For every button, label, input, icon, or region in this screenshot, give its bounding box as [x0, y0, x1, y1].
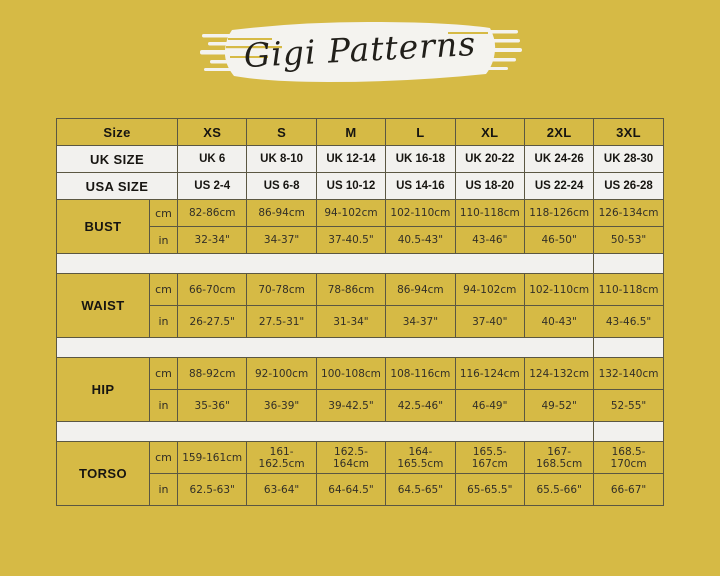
size-column-header: XS — [178, 119, 247, 146]
spacer-row — [57, 254, 664, 274]
usa-size-cell: US 18-20 — [455, 173, 524, 200]
waist-in-cell: 40-43" — [524, 306, 593, 338]
size-header-cell: Size — [57, 119, 178, 146]
torso-cm-cell: 162.5-164cm — [316, 442, 385, 474]
size-column-header: M — [316, 119, 385, 146]
waist-cm-cell: 66-70cm — [178, 274, 247, 306]
size-column-header: S — [247, 119, 316, 146]
waist-cm-cell: 86-94cm — [386, 274, 455, 306]
waist-in-cell: 27.5-31" — [247, 306, 316, 338]
bust-in-cell: 46-50" — [524, 227, 593, 254]
bust-in-cell: 34-37" — [247, 227, 316, 254]
hip-cm-cell: 124-132cm — [524, 358, 593, 390]
hip-cm-row — [57, 358, 664, 390]
hip-in-cell: 52-55" — [594, 390, 663, 422]
torso-cm-cell: 165.5-167cm — [455, 442, 524, 474]
unit-cm-label: cm — [150, 274, 178, 306]
torso-in-cell: 64-64.5" — [316, 474, 385, 506]
size-column-header: XL — [455, 119, 524, 146]
waist-in-cell: 31-34" — [316, 306, 385, 338]
bust-cm-cell: 118-126cm — [524, 200, 593, 227]
torso-in-cell: 65-65.5" — [455, 474, 524, 506]
usa-size-cell: US 14-16 — [386, 173, 455, 200]
bust-cm-row — [57, 200, 664, 227]
waist-label: WAIST — [57, 274, 150, 338]
uk-size-cell: UK 20-22 — [455, 146, 524, 173]
torso-cm-cell: 159-161cm — [178, 442, 247, 474]
waist-cm-cell: 70-78cm — [247, 274, 316, 306]
waist-in-cell: 37-40" — [455, 306, 524, 338]
bust-cm-cell: 94-102cm — [316, 200, 385, 227]
waist-cm-cell: 78-86cm — [316, 274, 385, 306]
hip-cm-cell: 108-116cm — [386, 358, 455, 390]
spacer-row — [57, 422, 664, 442]
bust-cm-cell: 86-94cm — [247, 200, 316, 227]
hip-in-cell: 36-39" — [247, 390, 316, 422]
usa-size-cell: US 2-4 — [178, 173, 247, 200]
torso-cm-cell: 164-165.5cm — [386, 442, 455, 474]
waist-cm-cell: 94-102cm — [455, 274, 524, 306]
unit-cm-label: cm — [150, 442, 178, 474]
uk-size-label: UK SIZE — [57, 146, 178, 173]
bust-cm-cell: 82-86cm — [178, 200, 247, 227]
unit-cm-label: cm — [150, 358, 178, 390]
size-chart-table — [56, 118, 664, 506]
usa-size-label: USA SIZE — [57, 173, 178, 200]
uk-size-cell: UK 16-18 — [386, 146, 455, 173]
unit-in-label: in — [150, 474, 178, 506]
waist-cm-cell: 110-118cm — [594, 274, 663, 306]
bust-cm-cell: 126-134cm — [594, 200, 663, 227]
size-column-header: 3XL — [594, 119, 663, 146]
hip-cm-cell: 100-108cm — [316, 358, 385, 390]
hip-cm-cell: 88-92cm — [178, 358, 247, 390]
hip-in-cell: 46-49" — [455, 390, 524, 422]
torso-in-cell: 65.5-66" — [524, 474, 593, 506]
unit-in-label: in — [150, 227, 178, 254]
uk-size-cell: UK 28-30 — [594, 146, 663, 173]
usa-size-cell: US 6-8 — [247, 173, 316, 200]
uk-size-cell: UK 6 — [178, 146, 247, 173]
bust-in-cell: 40.5-43" — [386, 227, 455, 254]
torso-in-cell: 63-64" — [247, 474, 316, 506]
hip-in-cell: 49-52" — [524, 390, 593, 422]
uk-size-cell: UK 12-14 — [316, 146, 385, 173]
bust-in-cell: 37-40.5" — [316, 227, 385, 254]
spacer-row — [57, 338, 664, 358]
bust-in-cell: 43-46" — [455, 227, 524, 254]
usa-size-cell: US 26-28 — [594, 173, 663, 200]
bust-cm-cell: 102-110cm — [386, 200, 455, 227]
uk-size-cell: UK 24-26 — [524, 146, 593, 173]
hip-cm-cell: 92-100cm — [247, 358, 316, 390]
torso-in-cell: 62.5-63" — [178, 474, 247, 506]
waist-in-cell: 34-37" — [386, 306, 455, 338]
usa-size-cell: US 22-24 — [524, 173, 593, 200]
bust-label: BUST — [57, 200, 150, 254]
bust-in-cell: 50-53" — [594, 227, 663, 254]
brand-title: Gigi Patterns — [242, 23, 478, 76]
hip-in-cell: 35-36" — [178, 390, 247, 422]
uk-size-row — [57, 146, 664, 173]
logo — [198, 12, 522, 100]
unit-cm-label: cm — [150, 200, 178, 227]
bust-cm-cell: 110-118cm — [455, 200, 524, 227]
hip-cm-cell: 132-140cm — [594, 358, 663, 390]
torso-cm-cell: 168.5-170cm — [594, 442, 663, 474]
hip-in-cell: 42.5-46" — [386, 390, 455, 422]
size-column-header: L — [386, 119, 455, 146]
torso-in-cell: 64.5-65" — [386, 474, 455, 506]
spacer-cell — [57, 422, 594, 442]
waist-cm-cell: 102-110cm — [524, 274, 593, 306]
uk-size-cell: UK 8-10 — [247, 146, 316, 173]
unit-in-label: in — [150, 306, 178, 338]
usa-size-cell: US 10-12 — [316, 173, 385, 200]
spacer-cell — [594, 422, 663, 442]
bust-in-cell: 32-34" — [178, 227, 247, 254]
torso-in-cell: 66-67" — [594, 474, 663, 506]
waist-in-cell: 26-27.5" — [178, 306, 247, 338]
hip-label: HIP — [57, 358, 150, 422]
spacer-cell — [594, 254, 663, 274]
size-column-header: 2XL — [524, 119, 593, 146]
hip-cm-cell: 116-124cm — [455, 358, 524, 390]
waist-in-cell: 43-46.5" — [594, 306, 663, 338]
torso-cm-cell: 161-162.5cm — [247, 442, 316, 474]
torso-cm-row — [57, 442, 664, 474]
spacer-cell — [57, 338, 594, 358]
torso-cm-cell: 167-168.5cm — [524, 442, 593, 474]
usa-size-row — [57, 173, 664, 200]
torso-label: TORSO — [57, 442, 150, 506]
spacer-cell — [57, 254, 594, 274]
header-row — [57, 119, 664, 146]
unit-in-label: in — [150, 390, 178, 422]
spacer-cell — [594, 338, 663, 358]
waist-cm-row — [57, 274, 664, 306]
hip-in-cell: 39-42.5" — [316, 390, 385, 422]
